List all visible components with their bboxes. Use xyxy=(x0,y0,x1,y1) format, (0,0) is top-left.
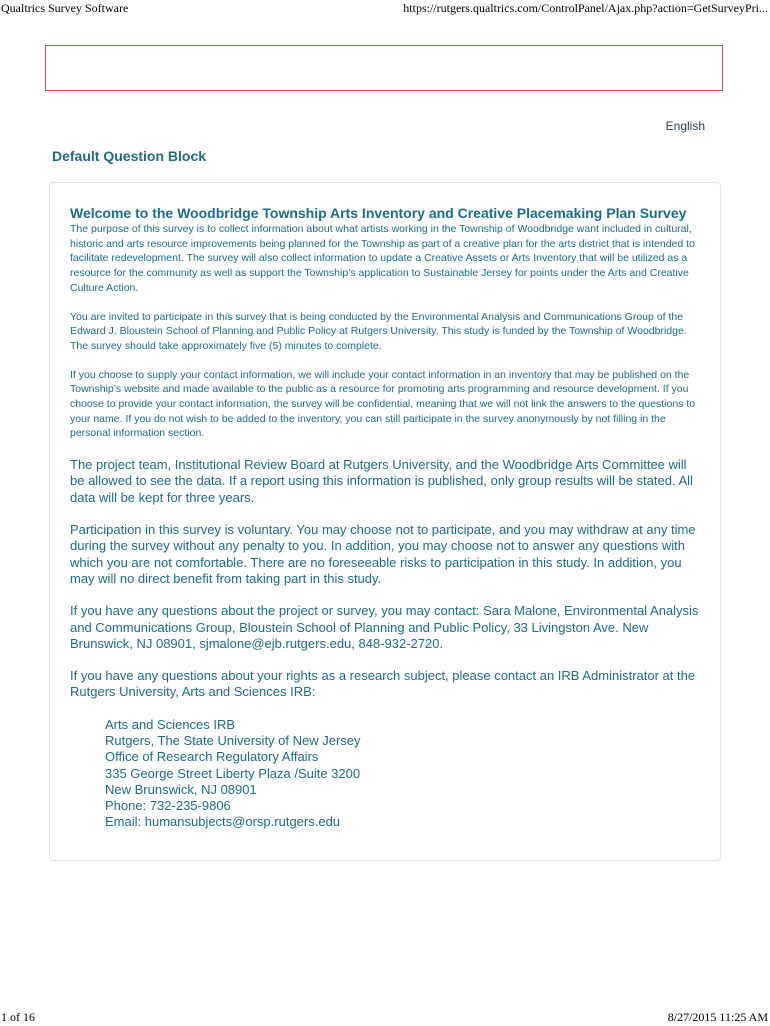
address-line: Phone: 732-235-9806 xyxy=(105,798,231,814)
survey-header-banner xyxy=(45,45,723,91)
paragraph-project-contact: If you have any questions about the project or survey, you may contact: Sara Malone, Environmental Analysis and Communications Group, Bloustein School of Planning and Public Policy, 33 Livingston Ave. New Brunswick, NJ 08901, sjmalone@ejb.rutgers.edu, 848-932-2720. xyxy=(70,603,699,651)
paragraph-contact-info: If you choose to supply your contact information, we will include your contact information in an inventory that may be published on the Township’s website and made available to the public as a resource for promoting arts programming and resource development. If you choose to provide your contact information, the survey will be confidential, meaning that we will not link the answers to the questions to your name. If you do not wish to be added to the inventory, you can still participate in the survey anonymously by not filling in the personal information section. xyxy=(70,368,696,440)
print-header xyxy=(0,1,770,17)
paragraph-irb-contact: If you have any questions about your rights as a research subject, please contact an IRB Administrator at the Rutgers University, Arts and Sciences IRB: xyxy=(70,668,696,700)
page-number: 1 of 16 xyxy=(1,1010,35,1024)
question-title: Welcome to the Woodbridge Township Arts Inventory and Creative Placemaking Plan Survey xyxy=(70,205,687,221)
address-line: Rutgers, The State University of New Jersey xyxy=(105,733,361,748)
address-line: Email: humansubjects@orsp.rutgers.edu xyxy=(105,814,341,830)
address-line: 335 George Street Liberty Plaza /Suite 3200 xyxy=(105,765,361,781)
address-line: New Brunswick, NJ 08901 xyxy=(105,781,257,797)
paragraph-purpose: The purpose of this survey is to collect information about what artists working in the Township of Woodbridge want included in cultural, historic and arts resource improvements being planned for the Township as part of a creative plan for the arts district that is intended to facilitate redevelopment. The survey will also collect information to update a Creative Assets or Arts Inventory that will be utilized as a resource for the community as well as support the Township’s application to Sustainable Jersey for points under the Arts and Creative Culture Action. xyxy=(70,223,695,294)
irb-address xyxy=(105,717,700,831)
address-line: Arts and Sciences IRB xyxy=(105,716,236,732)
paragraph-invitation: You are invited to participate in this survey that is being conducted by the Environmental Analysis and Communications Group of the Edward J. Bloustein School of Planning and Public Policy at Rutgers University. This study is funded by the Township of Woodbridge. The survey should take approximately five (5) minutes to complete. xyxy=(70,310,687,352)
block-title: Default Question Block xyxy=(52,148,207,164)
question-card xyxy=(49,182,721,861)
print-header-url: https://rutgers.qualtrics.com/ControlPanel/Ajax.php?action=GetSurveyPri... xyxy=(403,1,768,15)
question-text xyxy=(70,205,700,831)
address-line: Office of Research Regulatory Affairs xyxy=(105,749,319,765)
print-header-title: Qualtrics Survey Software xyxy=(1,1,129,15)
language-selector[interactable]: English xyxy=(665,119,705,133)
paragraph-voluntary: Participation in this survey is voluntary. You may choose not to participate, and you may withdraw at any time during the survey without any penalty to you. In addition, you may choose not to answer any questions with which you are not comfortable. There are no foreseeable risks to participation in this study. In addition, you may will no direct benefit from taking part in this study. xyxy=(70,522,696,586)
paragraph-data-access: The project team, Institutional Review Board at Rutgers University, and the Woodbridge Arts Committee will be allowed to see the data. If a report using this information is published, only group results will be stated. All data will be kept for three years. xyxy=(70,457,693,505)
print-datetime: 8/27/2015 11:25 AM xyxy=(667,1010,768,1024)
